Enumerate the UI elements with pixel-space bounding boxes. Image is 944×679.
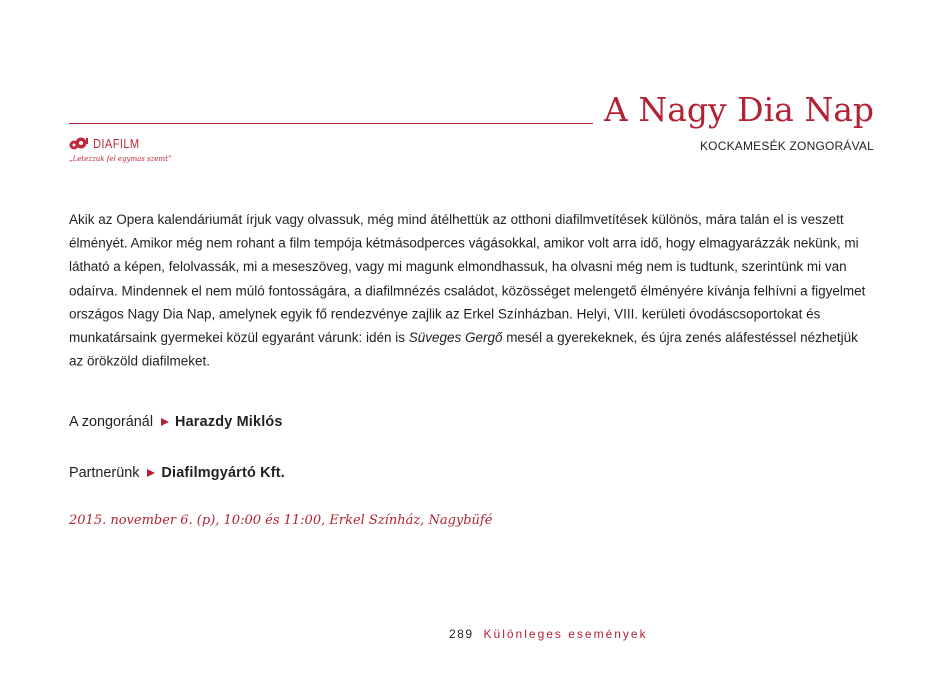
page-title: A Nagy Dia Nap: [604, 90, 874, 129]
diafilm-logo: [69, 135, 172, 169]
credit-name: Diafilmgyártó Kft.: [161, 465, 285, 481]
credit-pianist: [69, 412, 283, 432]
page-footer: [449, 627, 648, 641]
header-rule: [69, 123, 593, 124]
page-subtitle: KOCKAMESÉK ZONGORÁVAL: [699, 139, 874, 153]
credit-name: Harazdy Miklós: [175, 414, 283, 430]
arrow-right-icon: [147, 469, 155, 477]
page-number: 289: [449, 627, 474, 641]
body-text-before: Akik az Opera kalendáriumát írjuk vagy olvassuk, még mind átélhettük az otthoni diafilmvetítések különös, mára talán el is veszett élményét. Amikor még nem rohant a film tempója kétmásodperces vágásokkal, amikor volt arra idő, hogy elmagyarázzák nekünk, mi látható a képen, felolvassák, mi a meseszöveg, vagy mi magunk elmondhassuk, ha olvasni még nem is tudtunk, szerintünk mi van odaírva. Mindennek el nem múló fontosságára, a diafilmnézés családot, közösséget melengető élményére kívánja felhívni a figyelmet országos Nagy Dia Nap, amelynek egyik fő rendezvénye zajlik az Erkel Színházban. Helyi, VIII. kerületi óvodáscsoportokat és munkatársaink gyermekei közül egyaránt várunk: idén is: [69, 212, 866, 346]
arrow-right-icon: [161, 418, 169, 426]
body-text-after: mesél a gyerekeknek, és újra zenés aláfestéssel nézhetjük az örökzöld diafilmeket.: [69, 330, 858, 370]
section-name: Különleges események: [483, 627, 648, 641]
event-dateline: 2015. november 6. (p), 10:00 és 11:00, Erkel Színház, Nagybüfé: [69, 513, 493, 528]
body-text: [69, 209, 875, 374]
credit-role: Partnerünk: [69, 465, 140, 481]
diafilm-logo-icon: [69, 137, 91, 151]
logo-slogan: „Letezzuk fel egymas szemt”: [69, 155, 172, 163]
credit-role: A zongoránál: [69, 414, 154, 430]
storyteller-name: Süveges Gergő: [408, 330, 503, 346]
credit-partner: [69, 463, 285, 483]
logo-wordmark: DIAFILM: [93, 136, 140, 151]
body-paragraph: [69, 209, 875, 374]
